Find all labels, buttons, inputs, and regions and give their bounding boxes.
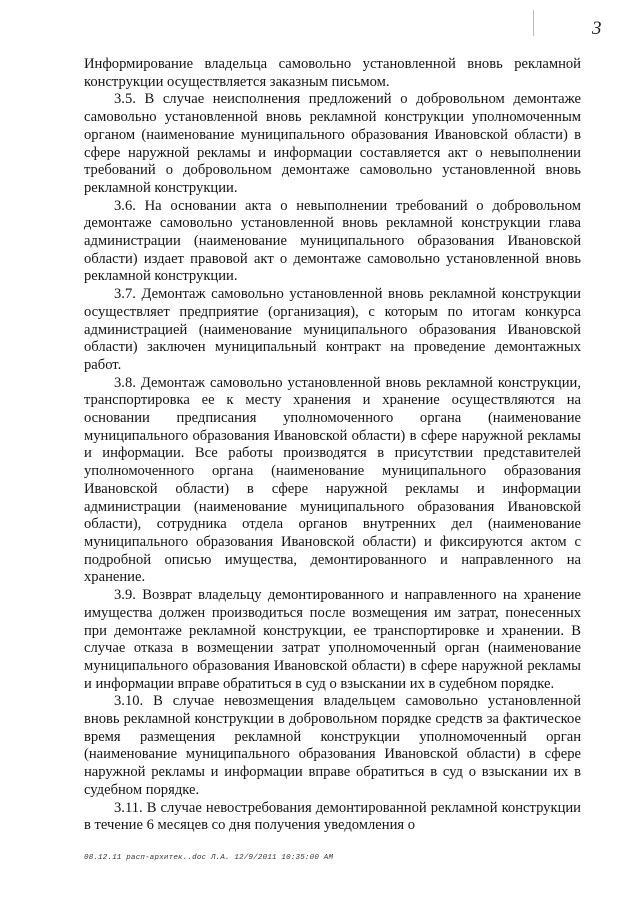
- page-number: 3: [592, 18, 602, 39]
- paragraph-3-6: 3.6. На основании акта о невыполнении требований о добровольном демонтаже самовольно установленной вновь рекламной конструкции глава администрации (наименование муниципального образования Ивановской области) издает правовой акт о демонтаже самовольно установленной вновь рекламной конструкции.: [84, 197, 581, 285]
- paragraph-3-8: 3.8. Демонтаж самовольно установленной вновь рекламной конструкции, транспортировка ее к месту хранения и хранение осуществляются на основании предписания уполномоченного органа (наименование муниципального образования Ивановской области) в сфере наружной рекламы и информации. Все работы производятся в присутствии представителей уполномоченного органа (наименование муниципального образования Ивановской области) в сфере наружной рекламы и информации администрации (наименование муниципального образования Ивановской области), сотрудника отдела органов внутренних дел (наименование муниципального образования Ивановской области) и фиксируются актом с подробной описью имущества, демонтированного и направленного на хранение.: [84, 374, 581, 586]
- paragraph-3-9: 3.9. Возврат владельцу демонтированного и направленного на хранение имущества должен производиться после возмещения им затрат, понесенных при демонтаже рекламной конструкции, ее транспортировке и хранении. В случае отказа в возмещении затрат уполномоченный орган (наименование муниципального образования Ивановской области) в сфере наружной рекламы и информации вправе обратиться в суд о взыскании их в судебном порядке.: [84, 587, 581, 692]
- paragraph-3-7: 3.7. Демонтаж самовольно установленной вновь рекламной конструкции осуществляет предприятие (организация), с которым по итогам конкурса администрацией (наименование муниципального образования Ивановской области) заключен муниципальный контракт на проведение демонтажных работ.: [84, 286, 581, 373]
- paragraph-3-11: 3.11. В случае невостребования демонтированной рекламной конструкции в течение 6 месяцев со дня получения уведомления о: [84, 799, 581, 834]
- paragraph-3-10: 3.10. В случае невозмещения владельцем самовольно установленной вновь рекламной конструкции в добровольном порядке средств за фактическое время размещения рекламной конструкции уполномоченный орган (наименование муниципального образования Ивановской области) в сфере наружной рекламы и информации вправе обратиться в суд о взыскании их в судебном порядке.: [84, 693, 581, 798]
- file-info-footer: 08.12.11 расп-архитек..doc Л.А. 12/9/2011 10:35:00 AM: [84, 854, 334, 862]
- document-body: [84, 56, 581, 835]
- paragraph-intro: Информирование владельца самовольно установленной вновь рекламной конструкции осуществляется заказным письмом.: [84, 56, 581, 90]
- margin-mark: [533, 10, 534, 36]
- paragraph-3-5: 3.5. В случае неисполнения предложений о добровольном демонтаже самовольно установленной вновь рекламной конструкции уполномоченным органом (наименование муниципального образования Ивановской области) в сфере наружной рекламы и информации составляется акт о невыполнении требований о добровольном демонтаже самовольно установленной вновь рекламной конструкции.: [84, 91, 581, 196]
